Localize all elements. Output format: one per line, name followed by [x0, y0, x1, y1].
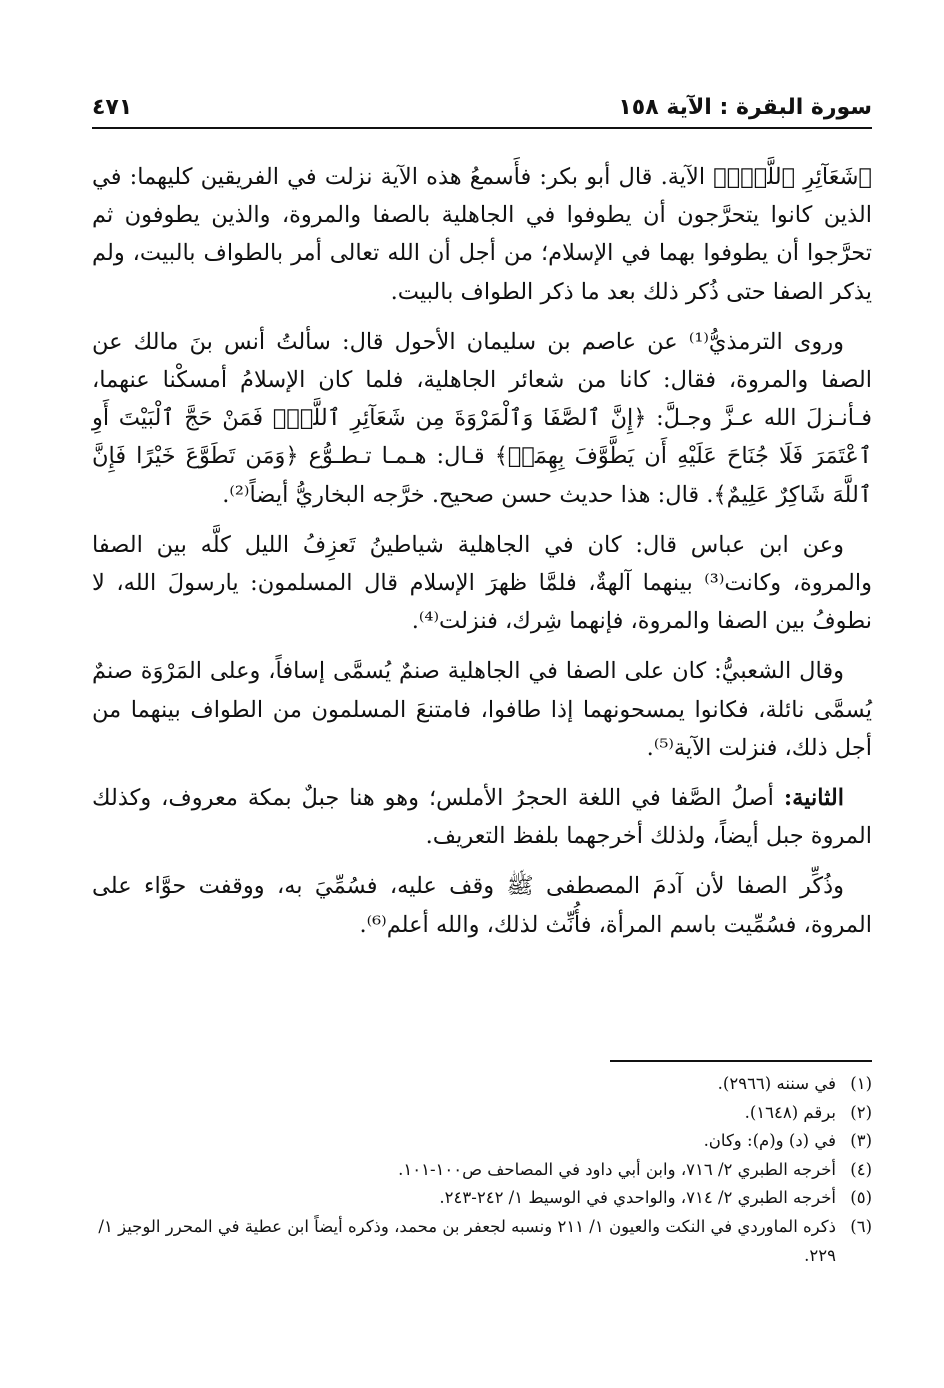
paragraph-1: ﴿شَعَآئِرِ ٱللَّهِۖ﴾ الآية. قال أبو بكر: فأَسمعُ هذه الآية نزلت في الفريقين كليهما: في الذين كانوا يتحرَّجون أن يطوفوا في الجاهلية بالصفا والمروة، والذين يطوفون ثم تحرَّجوا أن يطوفوا بهما في الإسلام؛ من أجل أن الله تعالى أمر بالطواف بالبيت، ولم يذكر الصفا حتى ذُكر ذلك بعد ما ذكر الطواف بالبيت.	[92, 164, 872, 305]
footnote-number: (٤)	[850, 1159, 872, 1179]
footnote-text: أخرجه الطبري ٢/ ٧١٦، وابن أبي داود في المصاحف ص١٠٠-١٠١.	[398, 1159, 836, 1179]
page-header	[92, 86, 872, 120]
footnote-item	[92, 1070, 872, 1099]
footnote-item	[92, 1156, 872, 1185]
footnotes	[92, 1070, 872, 1270]
footnote-number: (١)	[850, 1074, 872, 1093]
header-divider	[92, 127, 872, 129]
footnote-number: (٦)	[850, 1216, 872, 1236]
paragraph-6: وذُكِّر الصفا لأن آدمَ المصطفى ﷺ وقف عليه، فسُمِّيَ به، ووقفت حوَّاء على المروة، فسُمِّيت باسم المرأة، فأُنِّث لذلك، والله أعلم⁽⁶⁾.	[92, 873, 872, 938]
running-title: سورة البقرة : الآية ١٥٨	[618, 95, 872, 120]
footnote-number: (٣)	[850, 1131, 872, 1151]
footnote-text: في سننه (٢٩٦٦).	[717, 1074, 836, 1093]
footnote-text: ذكره الماوردي في النكت والعيون ١/ ٢١١ ونسبه لجعفر بن محمد، وذكره أيضاً ابن عطية في المحرر الوجيز ١/ ٢٢٩.	[98, 1216, 836, 1265]
section-heading: الثانية:	[783, 785, 844, 812]
paragraph-5	[92, 779, 872, 855]
footnote-item	[92, 1127, 872, 1156]
main-text	[92, 158, 872, 956]
footnote-text: في (د) و(م): وكان.	[703, 1131, 836, 1151]
paragraph-4: وقال الشعبيُّ: كان على الصفا في الجاهلية صنمٌ يُسمَّى إسافاً، وعلى المَرْوَة صنمٌ يُسمَّى نائلة، فكانوا يمسحونهما إذا طافوا، فامتنعَ المسلمون من الطواف بينهما من أجل ذلك، فنزلت الآية⁽⁵⁾.	[92, 658, 872, 761]
footnote-divider	[610, 1060, 872, 1062]
footnote-number: (٢)	[850, 1102, 872, 1122]
footnote-item	[92, 1099, 872, 1128]
paragraph-5-text: أصلُ الصَّفا في اللغة الحجرُ الأملس؛ وهو هنا جبلٌ بمكة معروف، وكذلك المروة جبل أيضاً، ولذلك أخرجهما بلفظ التعريف.	[92, 785, 872, 850]
paragraph-2: وروى الترمذيُّ⁽¹⁾ عن عاصم بن سليمان الأحول قال: سألتُ أنس بنَ مالك عن الصفا والمروة، فقال: كانا من شعائر الجاهلية، فلما كان الإسلامُ أمسكْنا عنهما، فـأنـزلَ الله عـزَّ وجـلَّ: ﴿إِنَّ ٱلصَّفَا وَٱلْمَرْوَةَ مِن شَعَآئِرِ ٱللَّهِۖ فَمَنْ حَجَّ ٱلْبَيْتَ أَوِ ٱعْتَمَرَ فَلَا جُنَاحَ عَلَيْهِ أَن يَطَّوَّفَ بِهِمَاۚ﴾ قـال: هـمـا تـطـوُّع ﴿وَمَن تَطَوَّعَ خَيْرًا فَإِنَّ ٱللَّهَ شَاكِرٌ عَلِيمٌ﴾. قال: هذا حديث حسن صحيح. خرَّجه البخاريُّ أيضاً⁽²⁾.	[92, 328, 872, 508]
page-number: ٤٧١	[92, 95, 133, 120]
footnote-text: أخرجه الطبري ٢/ ٧١٤، والواحدي في الوسيط ١/ ٢٤٢-٢٤٣.	[439, 1188, 836, 1208]
footnote-item	[92, 1213, 872, 1270]
footnote-number: (٥)	[850, 1188, 872, 1208]
footnote-text: برقم (١٦٤٨).	[744, 1102, 836, 1122]
footnote-item	[92, 1184, 872, 1213]
paragraph-3: وعن ابن عباس قال: كان في الجاهلية شياطينُ تَعزِفُ الليل كلَّه بين الصفا والمروة، وكانت⁽³⁾ بينهما آلهةٌ، فلمَّا ظهرَ الإسلام قال المسلمون: يارسولَ الله، لا نطوفُ بين الصفا والمروة، فإنهما شِرك، فنزلت⁽⁴⁾.	[92, 531, 873, 635]
